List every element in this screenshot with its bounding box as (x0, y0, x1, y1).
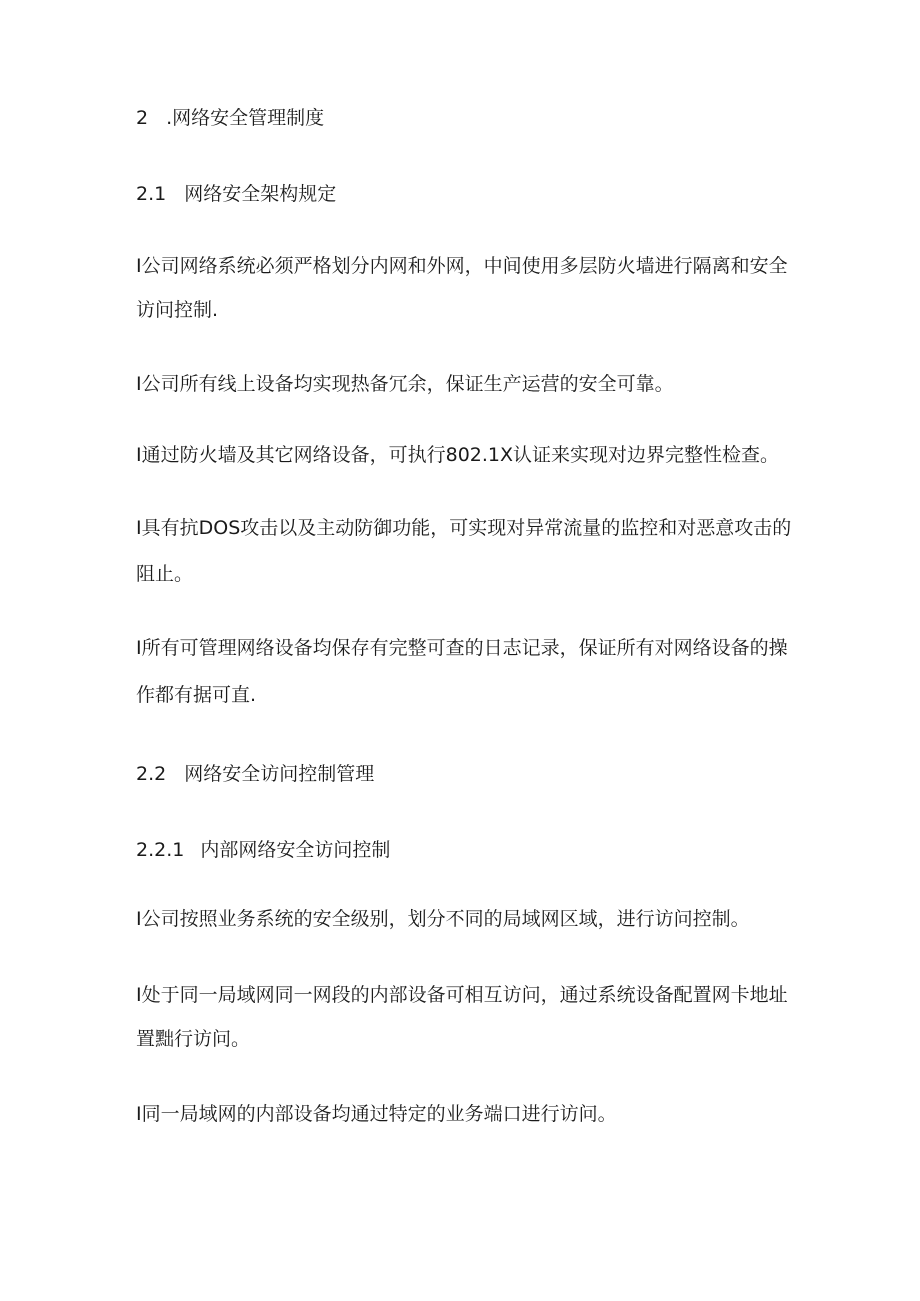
subsection-number: 2.2 (136, 763, 167, 785)
paragraph-line: I通过防火墙及其它网络设备，可执行802.1X认证来实现对边界完整性检查。 (136, 444, 780, 466)
subsection-heading-2-2 (136, 762, 374, 786)
subsection-title: 网络安全访问控制管理 (184, 763, 375, 785)
paragraph-line: I同一局域网的内部设备均通过特定的业务端口进行访问。 (136, 1103, 617, 1125)
paragraph-line: 作都有据可直. (136, 684, 257, 706)
subsection-heading-2-1 (136, 182, 336, 206)
paragraph-line: 置黜行访问。 (136, 1028, 251, 1050)
paragraph-line: 阻止。 (136, 563, 194, 585)
paragraph-line: I公司网络系统必须严格划分内网和外网，中间使用多层防火墙进行隔离和安全 (136, 255, 788, 277)
subsection-title: 内部网络安全访问控制 (200, 839, 391, 861)
paragraph-line: I具有抗DOS攻击以及主动防御功能，可实现对异常流量的监控和对恶意攻击的 (136, 517, 792, 539)
paragraph-line: 访问控制. (136, 299, 219, 321)
subsection-title: 网络安全架构规定 (184, 183, 337, 205)
subsection-number: 2.1 (136, 183, 167, 205)
paragraph-line: I处于同一局域网同一网段的内部设备可相互访问，通过系统设备配置网卡地址 (136, 984, 788, 1006)
subsection-number: 2.2.1 (136, 839, 185, 861)
section-heading (136, 106, 324, 130)
section-title: .网络安全管理制度 (166, 107, 325, 129)
paragraph-line: I公司所有线上设备均实现热备冗余，保证生产运营的安全可靠。 (136, 373, 674, 395)
paragraph-line: I公司按照业务系统的安全级别，划分不同的局域网区域，进行访问控制。 (136, 908, 750, 930)
section-number: 2 (136, 107, 149, 129)
paragraph-line: I所有可管理网络设备均保存有完整可查的日志记录，保证所有对网络设备的操 (136, 637, 788, 659)
subsection-heading-2-2-1 (136, 838, 390, 862)
